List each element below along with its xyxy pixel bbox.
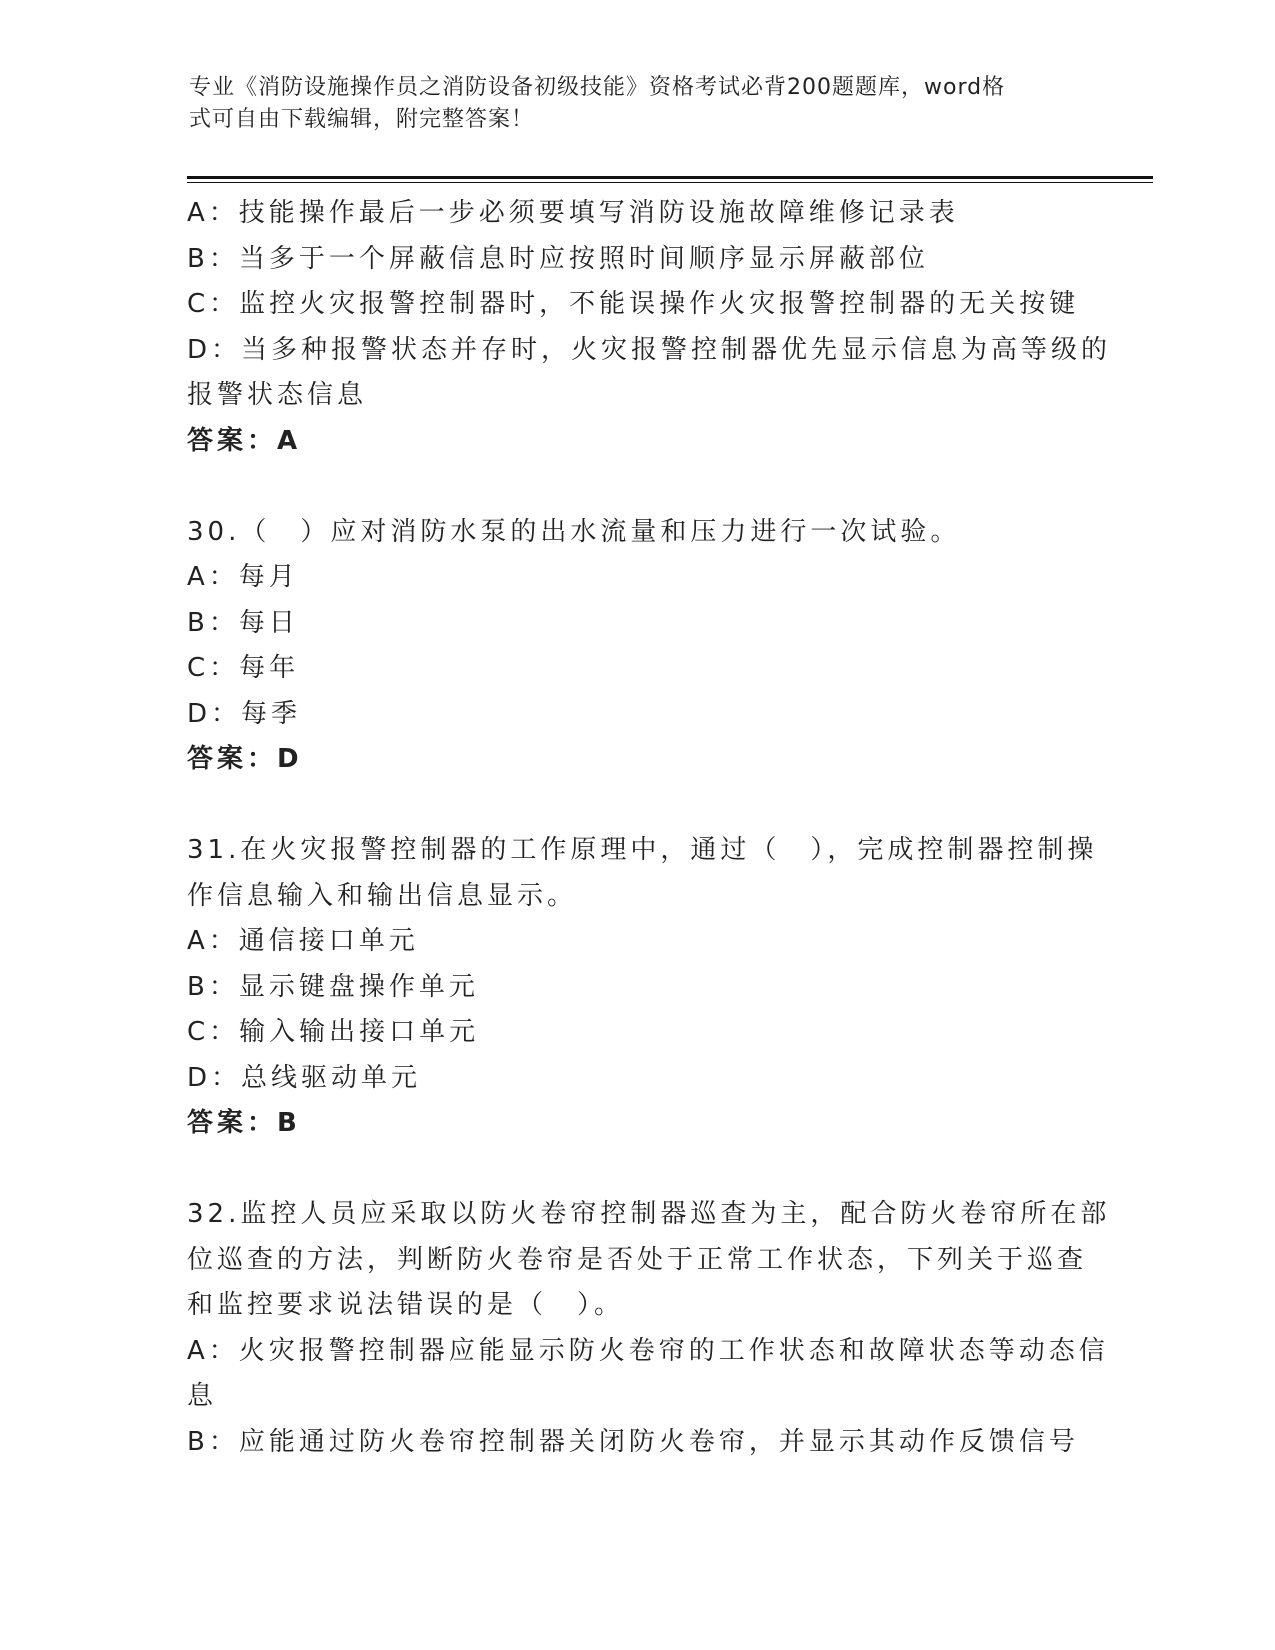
answer-label: 答案：A [187, 425, 302, 456]
spacer [187, 1147, 1087, 1193]
option-d: D：每季 [187, 698, 302, 729]
question-32-block [187, 1192, 1111, 1465]
option-b: B：应能通过防火卷帘控制器关闭防火卷帘，并显示其动作反馈信号 [187, 1426, 1079, 1457]
option-c: C：监控火灾报警控制器时，不能误操作火灾报警控制器的无关按键 [187, 289, 1080, 319]
option-d: D：总线驱动单元 [187, 1062, 422, 1093]
option-b: B：每日 [187, 607, 299, 638]
document-header [189, 72, 1069, 136]
option-d-continued: 报警状态信息 [187, 380, 368, 410]
option-c: C：输入输出接口单元 [187, 1017, 480, 1047]
question-stem-continued: 作信息输入和输出信息显示。 [187, 880, 578, 911]
question-stem-continued: 位巡查的方法，判断防火卷帘是否处于正常工作状态，下列关于巡查 [187, 1244, 1088, 1275]
spacer [187, 464, 1087, 510]
answer-label: 答案：B [187, 1108, 301, 1138]
option-b: B：当多于一个屏蔽信息时应按照时间顺序显示屏蔽部位 [187, 243, 929, 274]
answer-label: 答案：D [187, 744, 303, 774]
option-a-continued: 息 [187, 1381, 218, 1411]
option-a: A：技能操作最后一步必须要填写消防设施故障维修记录表 [187, 198, 959, 228]
header-divider-thick [187, 176, 1153, 179]
question-30-block [187, 510, 1087, 783]
option-a: A：火灾报警控制器应能显示防火卷帘的工作状态和故障状态等动态信 [187, 1335, 1109, 1366]
header-line-2: 式可自由下载编辑，附完整答案！ [189, 107, 535, 132]
option-c: C：每年 [187, 653, 300, 683]
question-29-block [187, 191, 1112, 464]
question-31-block [187, 828, 1098, 1147]
spacer [187, 783, 1087, 829]
option-a: A：通信接口单元 [187, 926, 419, 956]
question-stem-continued: 和监控要求说法错误的是（ ）。 [187, 1290, 625, 1320]
header-line-1: 专业《消防设施操作员之消防设备初级技能》资格考试必背200题题库，word格 [189, 75, 1006, 100]
header-divider-thin [187, 182, 1153, 183]
option-a: A：每月 [187, 562, 299, 592]
question-stem: 30.（ ）应对消防水泵的出水流量和压力进行一次试验。 [187, 516, 961, 547]
question-stem: 31.在火灾报警控制器的工作原理中，通过（ ），完成控制器控制操 [187, 835, 1098, 865]
option-b: B：显示键盘操作单元 [187, 971, 479, 1002]
question-stem: 32.监控人员应采取以防火卷帘控制器巡查为主，配合防火卷帘所在部 [187, 1199, 1111, 1229]
question-list [187, 191, 1112, 1465]
option-d: D：当多种报警状态并存时，火灾报警控制器优先显示信息为高等级的 [187, 334, 1112, 365]
